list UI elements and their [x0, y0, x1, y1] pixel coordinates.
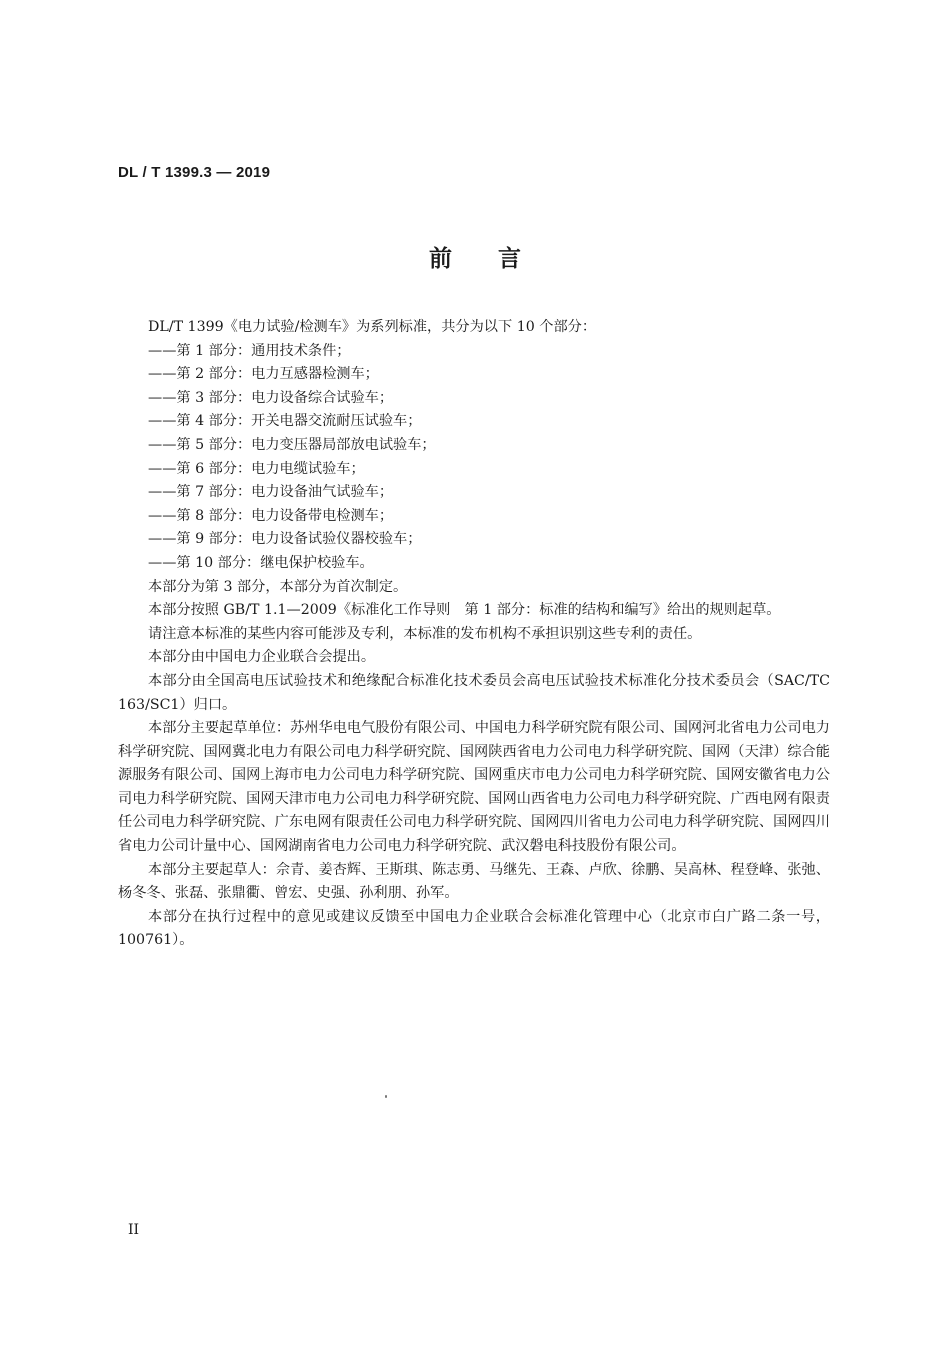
part-item-2: ——第 2 部分：电力互感器检测车；	[148, 366, 379, 383]
part-item-8: ——第 8 部分：电力设备带电检测车；	[148, 507, 394, 524]
paragraph-proposer: 本部分由中国电力企业联合会提出。	[148, 649, 376, 666]
paragraph-patent-notice: 请注意本标准的某些内容可能涉及专利，本标准的发布机构不承担识别这些专利的责任。	[148, 625, 702, 642]
paragraph-feedback: 本部分在执行过程中的意见或建议反馈至中国电力企业联合会标准化管理中心（北京市白广路二条一号，100761）。	[118, 908, 830, 949]
page-title-char-1: 前	[429, 246, 452, 272]
paragraph-first-edition: 本部分为第 3 部分，本部分为首次制定。	[148, 578, 408, 595]
part-item-7: ——第 7 部分：电力设备油气试验车；	[148, 484, 394, 501]
part-item-3: ——第 3 部分：电力设备综合试验车；	[148, 389, 394, 406]
paragraph-drafting-units: 本部分主要起草单位：苏州华电电气股份有限公司、中国电力科学研究院有限公司、国网河北省电力公司电力科学研究院、国网冀北电力有限公司电力科学研究院、国网陕西省电力公司电力科学研究院、国网（天津）综合能源服务有限公司、国网上海市电力公司电力科学研究院、国网重庆市电力公司电力科学研究院、国网安徽省电力公司电力科学研究院、国网天津市电力公司电力科学研究院、国网山西省电力公司电力科学研究院、广西电网有限责任公司电力科学研究院、广东电网有限责任公司电力科学研究院、国网四川省电力公司电力科学研究院、国网四川省电力公司计量中心、国网湖南省电力公司电力科学研究院、武汉磐电科技股份有限公司。	[118, 720, 830, 855]
scan-speck	[385, 1095, 387, 1098]
part-item-1: ——第 1 部分：通用技术条件；	[148, 342, 351, 359]
part-item-5: ——第 5 部分：电力变压器局部放电试验车；	[148, 436, 436, 453]
paragraph-committee: 本部分由全国高电压试验技术和绝缘配合标准化技术委员会高电压试验技术标准化分技术委员会（SAC/TC 163/SC1）归口。	[118, 672, 830, 713]
part-item-10: ——第 10 部分：继电保护校验车。	[148, 554, 374, 571]
part-item-4: ——第 4 部分：开关电器交流耐压试验车；	[148, 413, 422, 430]
page-title	[0, 240, 950, 273]
standard-code: DL / T 1399.3 — 2019	[118, 164, 271, 181]
part-item-6: ——第 6 部分：电力电缆试验车；	[148, 460, 365, 477]
foreword-body	[118, 316, 830, 953]
intro-line: DL/T 1399《电力试验/检测车》为系列标准，共分为以下 10 个部分：	[148, 319, 597, 335]
page-number: II	[128, 1222, 140, 1238]
page-title-char-2: 言	[498, 246, 521, 272]
paragraph-drafting-rules: 本部分按照 GB/T 1.1—2009《标准化工作导则 第 1 部分：标准的结构和编写》给出的规则起草。	[148, 602, 781, 619]
part-item-9: ——第 9 部分：电力设备试验仪器校验车；	[148, 531, 422, 548]
paragraph-drafters: 本部分主要起草人：佘青、姜杏辉、王斯琪、陈志勇、马继先、王森、卢欣、徐鹏、吴高林、程登峰、张弛、杨冬冬、张磊、张鼎衢、曾宏、史强、孙利朋、孙军。	[118, 861, 830, 902]
